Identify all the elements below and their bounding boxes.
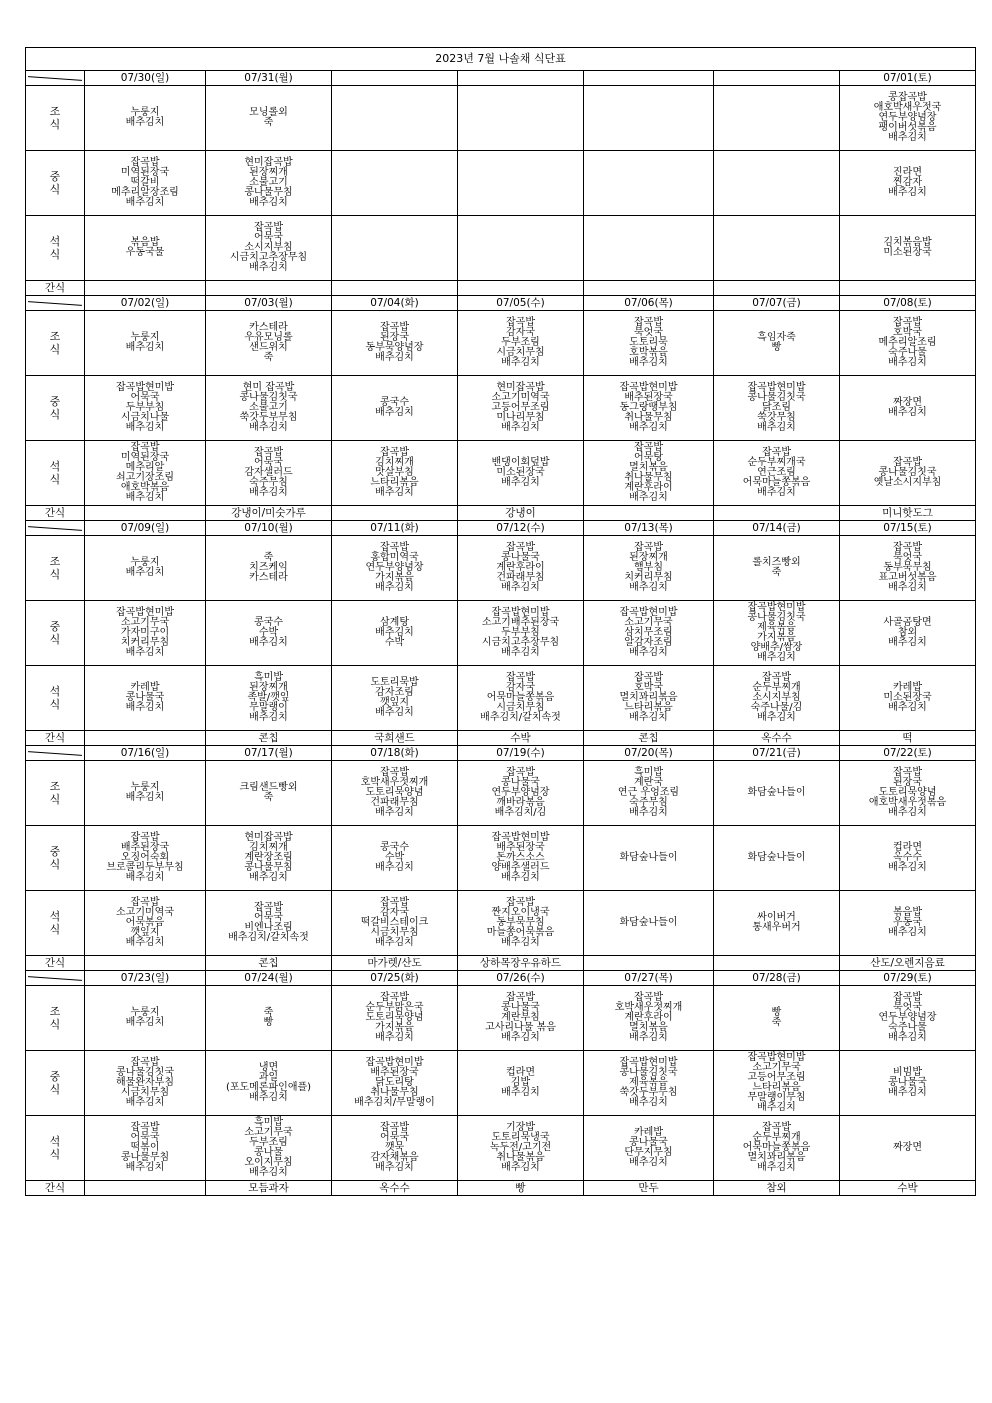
lunch-row [26,1051,976,1116]
lunch-menu-cell: 잡곡밥현미밥 콩나물김칫국 제육볶음 가지볶음 양배추/쌈장 배추김치 [714,601,840,666]
lunch-menu-cell: 컵라면 김밥 배추김치 [458,1051,584,1116]
dinner-menu-cell: 도토리묵밥 감자조림 깻잎지 배추김치 [332,666,458,731]
snack-menu-cell: 강냉이 [458,506,584,521]
snack-menu-cell: 콘칩 [206,731,332,746]
corner-cell [26,746,85,761]
dinner-menu-cell [714,216,840,281]
breakfast-menu-cell: 잡곡밥 호박국 메추리알조림 숙주나물 배추김치 [840,311,976,376]
breakfast-label: 조 식 [26,761,85,826]
date-cell: 07/19(수) [458,746,584,761]
dinner-menu-cell: 싸이버거 통새우버거 [714,891,840,956]
snack-menu-cell: 상하목장우유하드 [458,956,584,971]
snack-label: 간식 [26,281,85,296]
date-cell [714,71,840,86]
date-cell: 07/03(월) [206,296,332,311]
snack-row [26,506,976,521]
date-cell: 07/11(화) [332,521,458,536]
breakfast-menu-cell: 잡곡밥 된장국 동부묵양념장 배추김치 [332,311,458,376]
breakfast-menu-cell: 화담숲나들이 [714,761,840,826]
breakfast-label: 조 식 [26,986,85,1051]
breakfast-row [26,986,976,1051]
snack-label: 간식 [26,1181,85,1196]
snack-row [26,956,976,971]
breakfast-row [26,311,976,376]
breakfast-menu-cell: 콩잡곡밥 애호박새우젓국 연두부양념장 팽이버섯볶음 배추김치 [840,86,976,151]
date-cell: 07/09(일) [85,521,206,536]
lunch-menu-cell: 잡곡밥현미밥 소고기무국 삼치무조림 알감자조림 배추김치 [584,601,714,666]
dinner-menu-cell: 카레밥 콩나물국 단무지무침 배추김치 [584,1116,714,1181]
snack-menu-cell [206,281,332,296]
date-cell: 07/07(금) [714,296,840,311]
dinner-menu-cell: 볶음밥 우동국 배추김치 [840,891,976,956]
snack-menu-cell [85,1181,206,1196]
date-cell: 07/12(수) [458,521,584,536]
dinner-label: 석 식 [26,1116,85,1181]
dinner-menu-cell: 잡곡밥 어묵국 비엔나조림 배추김치/갈치속젓 [206,891,332,956]
snack-menu-cell: 콘칩 [584,731,714,746]
breakfast-menu-cell: 잡곡밥 감자국 두부조림 시금치무침 배추김치 [458,311,584,376]
dinner-menu-cell: 잡곡밥 순두부찌개 소시지부침 숙주나물/김 배추김치 [714,666,840,731]
snack-menu-cell [584,506,714,521]
date-cell: 07/17(월) [206,746,332,761]
snack-menu-cell [584,281,714,296]
breakfast-row [26,761,976,826]
breakfast-menu-cell [584,86,714,151]
breakfast-menu-cell: 잡곡밥 순두부맑은국 도토리묵양념 가지볶음 배추김치 [332,986,458,1051]
lunch-menu-cell: 잡곡밥현미밥 콩나물김칫국 닭조림 쑥갓무침 배추김치 [714,376,840,441]
snack-menu-cell: 강냉이/미숫가루 [206,506,332,521]
dinner-menu-cell: 잡곡밥 감자국 어묵마늘쫑볶음 시금치무침 배추김치/갈치속젓 [458,666,584,731]
lunch-menu-cell: 잡곡밥현미밥 콩나물김칫국 제육볶음 쑥갓두부무침 배추김치 [584,1051,714,1116]
dinner-menu-cell: 짜장면 [840,1116,976,1181]
breakfast-menu-cell: 누룽지 배추김치 [85,536,206,601]
snack-menu-cell: 수박 [840,1181,976,1196]
snack-menu-cell [714,956,840,971]
lunch-menu-cell: 컵라면 옥수수 배추김치 [840,826,976,891]
snack-label: 간식 [26,506,85,521]
date-cell [332,71,458,86]
lunch-menu-cell: 현미잡곡밥 된장찌개 소불고기 콩나물무침 배추김치 [206,151,332,216]
lunch-menu-cell: 화담숲나들이 [714,826,840,891]
snack-menu-cell: 미니핫도그 [840,506,976,521]
corner-cell [26,521,85,536]
date-row [26,296,976,311]
date-row [26,971,976,986]
breakfast-menu-cell: 잡곡밥 콩나물국 계란부침 고사리나물 볶음 배추김치 [458,986,584,1051]
lunch-menu-cell: 잡곡밥 배추된장국 오징어숙회 브로콜리두부무침 배추김치 [85,826,206,891]
snack-menu-cell: 만두 [584,1181,714,1196]
snack-row [26,731,976,746]
lunch-menu-cell [332,151,458,216]
dinner-menu-cell [584,216,714,281]
lunch-menu-cell: 진라면 찐감자 배추김치 [840,151,976,216]
date-cell: 07/25(화) [332,971,458,986]
dinner-menu-cell: 잡곡밥 콩나물김칫국 옛날소시지부침 [840,441,976,506]
snack-menu-cell: 콘칩 [206,956,332,971]
lunch-menu-cell: 잡곡밥 콩나물김칫국 해물완자부침 시금치무침 배추김치 [85,1051,206,1116]
dinner-label: 석 식 [26,216,85,281]
date-cell: 07/31(월) [206,71,332,86]
dinner-row [26,441,976,506]
breakfast-menu-cell: 죽 빵 [206,986,332,1051]
breakfast-menu-cell: 잡곡밥 호박새우젓찌개 계란후라이 멸치볶음 배추김치 [584,986,714,1051]
date-cell: 07/13(목) [584,521,714,536]
lunch-menu-cell: 잡곡밥 미역된장국 떡갈비 메추리알장조림 배추김치 [85,151,206,216]
lunch-menu-cell: 잡곡밥현미밥 배추된장국 닭도리탕 취나물무침 배추김치/무말랭이 [332,1051,458,1116]
dinner-row [26,891,976,956]
breakfast-label: 조 식 [26,536,85,601]
dinner-menu-cell: 볶음밥 우동국물 [85,216,206,281]
date-cell: 07/08(토) [840,296,976,311]
lunch-menu-cell: 사골곰탕면 참외 배추김치 [840,601,976,666]
dinner-label: 석 식 [26,891,85,956]
breakfast-menu-cell: 잡곡밥 북엇국 연두부양념장 숙주나물 배추김치 [840,986,976,1051]
date-cell: 07/06(목) [584,296,714,311]
snack-menu-cell [332,506,458,521]
lunch-menu-cell: 현미잡곡밥 소고기미역국 고등어무조림 미나리무침 배추김치 [458,376,584,441]
lunch-menu-cell: 현미 잡곡밥 콩나물김칫국 소불고기 쑥갓두부무침 배추김치 [206,376,332,441]
dinner-menu-cell: 잡곡밥 호박국 멸치꽈리볶음 느타리볶음 배추김치 [584,666,714,731]
lunch-menu-cell: 냉면 과일 (포도메론파인애플) 배추김치 [206,1051,332,1116]
date-cell [584,71,714,86]
dinner-menu-cell: 잡곡밥 어묵탕 멸치볶음 취나물무침 계란후라이 배추김치 [584,441,714,506]
dinner-menu-cell: 잡곡밥 감자국 떡갈비스테이크 시금치무침 배추김치 [332,891,458,956]
dinner-menu-cell [458,216,584,281]
dinner-menu-cell [332,216,458,281]
date-cell: 07/10(월) [206,521,332,536]
lunch-row [26,376,976,441]
lunch-menu-cell: 화담숲나들이 [584,826,714,891]
breakfast-menu-cell: 잡곡밥 홍합미역국 연두부양념장 가지볶음 배추김치 [332,536,458,601]
lunch-menu-cell: 잡곡밥현미밥 어묵국 두부부침 시금치나물 배추김치 [85,376,206,441]
date-cell [458,71,584,86]
breakfast-menu-cell: 흑미밥 계란국 연근 우엉조림 숙주무침 배추김치 [584,761,714,826]
snack-menu-cell: 옥수수 [714,731,840,746]
dinner-row [26,1116,976,1181]
dinner-label: 석 식 [26,441,85,506]
date-cell: 07/24(월) [206,971,332,986]
date-cell: 07/14(금) [714,521,840,536]
snack-menu-cell: 수박 [458,731,584,746]
date-cell: 07/05(수) [458,296,584,311]
lunch-menu-cell [584,151,714,216]
snack-menu-cell [584,956,714,971]
breakfast-menu-cell: 잡곡밥 북엇국 동부묵무침 표고버섯볶음 배추김치 [840,536,976,601]
breakfast-menu-cell: 잡곡밥 된장국 도토리묵양념 애호박새우젓볶음 배추김치 [840,761,976,826]
date-cell: 07/26(수) [458,971,584,986]
snack-menu-cell: 떡 [840,731,976,746]
breakfast-menu-cell [332,86,458,151]
lunch-row [26,151,976,216]
snack-menu-cell: 마가렛/산도 [332,956,458,971]
lunch-menu-cell: 잡곡밥현미밥 소고기배추된장국 두부부침 시금치고추장무침 배추김치 [458,601,584,666]
breakfast-menu-cell: 잡곡밥 호박새우젓찌개 도토리묵양념 건파래무침 배추김치 [332,761,458,826]
snack-menu-cell: 모듬과자 [206,1181,332,1196]
snack-menu-cell [714,281,840,296]
dinner-menu-cell: 밴댕이회덮밥 미소된장국 배추김치 [458,441,584,506]
breakfast-menu-cell: 잡곡밥 콩나물국 연두부양념장 깨바라볶음 배추김치/김 [458,761,584,826]
snack-row [26,281,976,296]
snack-menu-cell [85,956,206,971]
lunch-menu-cell [458,151,584,216]
dinner-menu-cell: 카레밥 미소된장국 배추김치 [840,666,976,731]
lunch-row [26,826,976,891]
dinner-menu-cell: 잡곡밥 순두부찌개 어묵마늘쫑볶음 멸치꽈리볶음 배추김치 [714,1116,840,1181]
dinner-menu-cell: 잡곡밥 어묵국 떡볶이 콩나물무침 배추김치 [85,1116,206,1181]
breakfast-row [26,86,976,151]
dinner-menu-cell: 김치볶음밥 미소된장국 [840,216,976,281]
lunch-label: 중 식 [26,826,85,891]
breakfast-row [26,536,976,601]
dinner-row [26,216,976,281]
lunch-menu-cell: 잡곡밥현미밥 배추된장국 동그랑땡부침 취나물무침 배추김치 [584,376,714,441]
snack-menu-cell [332,281,458,296]
snack-menu-cell [458,281,584,296]
lunch-label: 중 식 [26,376,85,441]
corner-cell [26,971,85,986]
snack-menu-cell: 산도/오렌지음료 [840,956,976,971]
breakfast-menu-cell: 롤치즈빵외 죽 [714,536,840,601]
breakfast-menu-cell: 흑임자죽 빵 [714,311,840,376]
lunch-label: 중 식 [26,151,85,216]
date-row [26,521,976,536]
dinner-menu-cell: 기장밥 도토리묵냉국 녹두전/고기전 취나물볶음 배추김치 [458,1116,584,1181]
snack-menu-cell [85,281,206,296]
date-cell: 07/02(일) [85,296,206,311]
breakfast-menu-cell: 카스테라 우유모닝롤 샌드위치 죽 [206,311,332,376]
breakfast-menu-cell: 누룽지 배추김치 [85,986,206,1051]
breakfast-menu-cell: 잡곡밥 된장찌개 햄부침 치커리무침 배추김치 [584,536,714,601]
lunch-menu-cell: 비빔밥 콩나물국 배추김치 [840,1051,976,1116]
lunch-menu-cell: 잡곡밥현미밥 소고기무국 가자미구이 치커리무침 배추김치 [85,601,206,666]
snack-label: 간식 [26,956,85,971]
snack-menu-cell: 참외 [714,1181,840,1196]
dinner-menu-cell: 잡곡밥 소고기미역국 어묵볶음 깻잎지 배추김치 [85,891,206,956]
lunch-menu-cell: 삼계탕 배추김치 수박 [332,601,458,666]
lunch-menu-cell [714,151,840,216]
date-cell: 07/22(토) [840,746,976,761]
date-cell: 07/01(토) [840,71,976,86]
snack-menu-cell [714,506,840,521]
date-row [26,71,976,86]
lunch-menu-cell: 콩국수 수박 배추김치 [206,601,332,666]
snack-menu-cell [85,731,206,746]
date-cell: 07/28(금) [714,971,840,986]
dinner-menu-cell: 잡곡밥 어묵국 소시지부침 시금치고추장무침 배추김치 [206,216,332,281]
date-cell: 07/04(화) [332,296,458,311]
snack-menu-cell: 빵 [458,1181,584,1196]
breakfast-menu-cell [714,86,840,151]
lunch-menu-cell: 잡곡밥현미밥 소고기무국 고등어무조림 느타리볶음 무말랭이무침 배추김치 [714,1051,840,1116]
snack-menu-cell [85,506,206,521]
breakfast-menu-cell: 잡곡밥 북엇국 도토리묵 호박볶음 배추김치 [584,311,714,376]
dinner-label: 석 식 [26,666,85,731]
dinner-menu-cell: 카레밥 콩나물국 배추김치 [85,666,206,731]
dinner-menu-cell: 흑미밥 된장찌개 족발/깻잎 무말랭이 배추김치 [206,666,332,731]
date-cell: 07/16(일) [85,746,206,761]
snack-menu-cell [840,281,976,296]
lunch-menu-cell: 현미잡곡밥 김치찌개 계란장조림 콩나물무침 배추김치 [206,826,332,891]
date-cell: 07/20(목) [584,746,714,761]
dinner-menu-cell: 잡곡밥 순두부찌개국 연근조림 어묵마늘쫑볶음 배추김치 [714,441,840,506]
dinner-row [26,666,976,731]
breakfast-label: 조 식 [26,86,85,151]
snack-label: 간식 [26,731,85,746]
breakfast-menu-cell: 누룽지 배추김치 [85,311,206,376]
breakfast-menu-cell: 죽 치즈케익 카스테라 [206,536,332,601]
lunch-menu-cell: 콩국수 수박 배추김치 [332,826,458,891]
breakfast-label: 조 식 [26,311,85,376]
lunch-label: 중 식 [26,1051,85,1116]
date-cell: 07/23(일) [85,971,206,986]
date-cell: 07/27(목) [584,971,714,986]
breakfast-menu-cell: 누룽지 배추김치 [85,86,206,151]
dinner-menu-cell: 화담숲나들이 [584,891,714,956]
snack-menu-cell: 국희샌드 [332,731,458,746]
lunch-menu-cell: 콩국수 배추김치 [332,376,458,441]
snack-row [26,1181,976,1196]
breakfast-menu-cell: 잡곡밥 콩나물국 계란후라이 건파래무침 배추김치 [458,536,584,601]
date-cell: 07/30(일) [85,71,206,86]
date-cell: 07/29(토) [840,971,976,986]
date-cell: 07/18(화) [332,746,458,761]
dinner-menu-cell: 잡곡밥 미역된장국 메추리알 쇠고기장조림 애호박볶음 배추김치 [85,441,206,506]
dinner-menu-cell: 잡곡밥 김치찌개 맛살부침 느타리볶음 배추김치 [332,441,458,506]
dinner-menu-cell: 잡곡밥 짠지오이냉국 동부묵무침 마늘쫑어묵볶음 배추김치 [458,891,584,956]
dinner-menu-cell: 잡곡밥 어묵국 감자샐러드 숙주무침 배추김치 [206,441,332,506]
date-row [26,746,976,761]
lunch-menu-cell: 잡곡밥현미밥 배추된장국 돈까스소스 양배추샐러드 배추김치 [458,826,584,891]
breakfast-menu-cell: 누룽지 배추김치 [85,761,206,826]
meal-plan-table [25,47,976,1196]
snack-menu-cell: 옥수수 [332,1181,458,1196]
date-cell: 07/21(금) [714,746,840,761]
corner-cell [26,296,85,311]
dinner-menu-cell: 흑미밥 소고기무국 두부조림 콩나물 오이지무침 배추김치 [206,1116,332,1181]
breakfast-menu-cell: 크림샌드빵외 죽 [206,761,332,826]
lunch-label: 중 식 [26,601,85,666]
dinner-menu-cell: 잡곡밥 어묵국 깻묵 감자채볶음 배추김치 [332,1116,458,1181]
lunch-row [26,601,976,666]
breakfast-menu-cell: 모닝롤외 죽 [206,86,332,151]
page-title: 2023년 7월 나솔채 식단표 [26,48,976,71]
date-cell: 07/15(토) [840,521,976,536]
breakfast-menu-cell [458,86,584,151]
breakfast-menu-cell: 빵 죽 [714,986,840,1051]
corner-cell [26,71,85,86]
lunch-menu-cell: 짜장면 배추김치 [840,376,976,441]
